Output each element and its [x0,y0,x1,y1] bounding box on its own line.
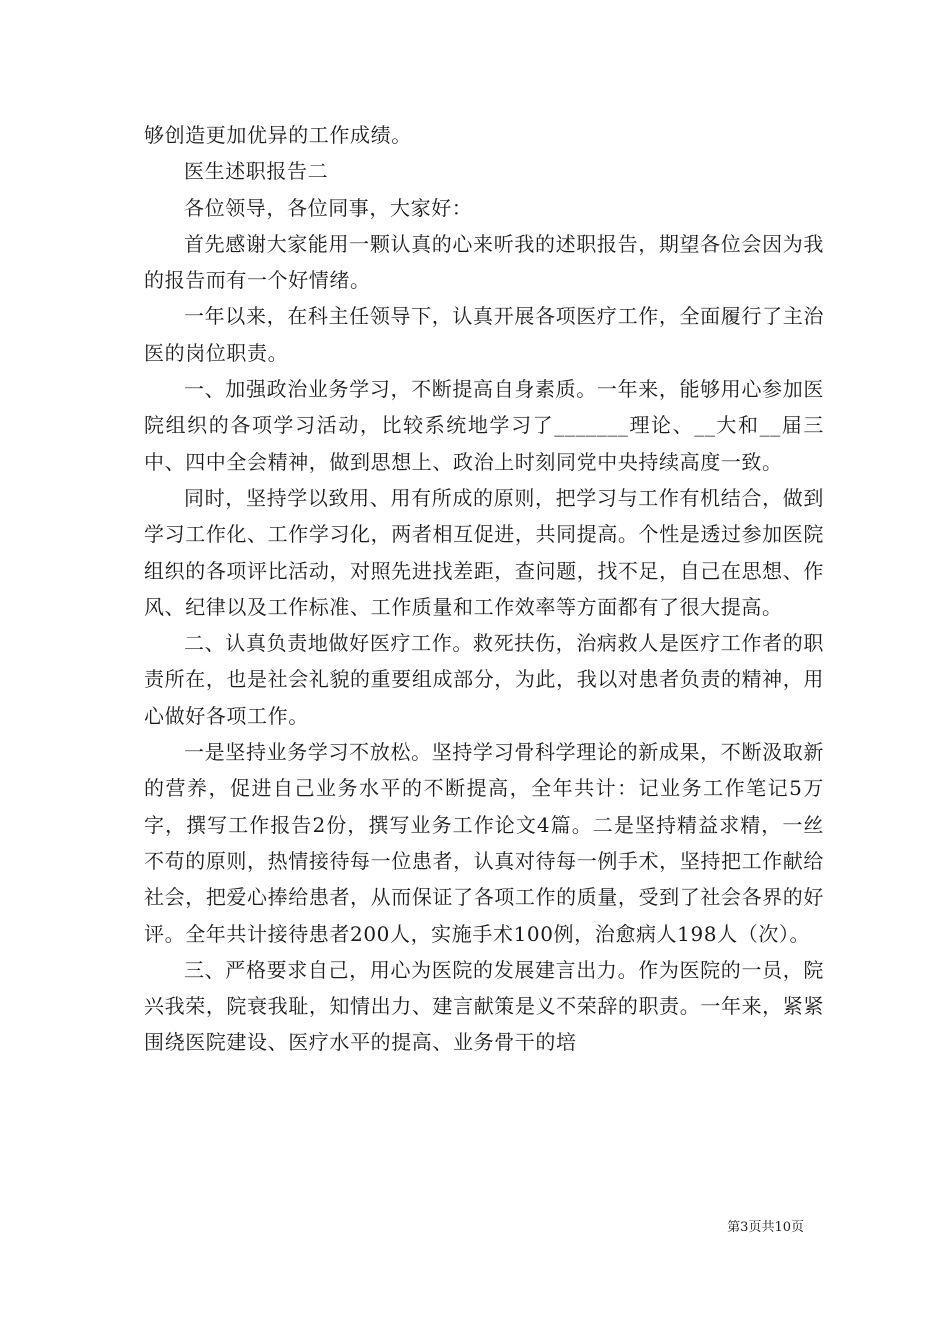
section-heading: 医生述职报告二 [184,159,329,184]
paragraph-5: 一年以来，在科主任领导下，认真开展各项医疗工作，全面履行了主治医的岗位职责。 [144,304,824,365]
greeting: 各位领导，各位同事，大家好： [184,195,473,220]
paragraph-4: 首先感谢大家能用一颗认真的心来听我的述职报告，期望各位会因为我的报告而有一个好情绪。 [144,231,824,293]
paragraph-7: 同时，坚持学以致用、用有所成的原则，把学习与工作有机结合，做到学习工作化、工作学习化，两者相互促进，共同提高。个性是透过参加医院组织的各项评比活动，对照先进找差距，查问题，找不足，自己在思想、作风、纪律以及工作标准、工作质量和工作效率等方面都有了很大提高。 [144,485,824,619]
paragraph-1: 够创造更加优异的工作成绩。 [144,123,412,147]
body-text [144,117,824,1061]
paragraph-6: 一、加强政治业务学习，不断提高自身素质。一年来，能够用心参加医院组织的各项学习活动，比较系统地学习了_______理论、__大和__届三中、四中全会精神，做到思想上、政治上时刻同党中央持续高度一致。 [144,377,824,474]
paragraph-9: 一是坚持业务学习不放松。坚持学习骨科学理论的新成果，不断汲取新的营养，促进自己业务水平的不断提高，全年共计：记业务工作笔记5万字，撰写工作报告2份，撰写业务工作论文4篇。二是坚持精益求精，一丝不苟的原则，热情接待每一位患者，认真对待每一例手术，坚持把工作献给社会，把爱心捧给患者，从而保证了各项工作的质量，受到了社会各界的好评。全年共计接待患者200人，实施手术100例，治愈病人198人（次）。 [144,740,824,946]
page-number: 第3页共10页 [727,1220,804,1235]
paragraph-10: 三、严格要求自己，用心为医院的发展建言出力。作为医院的一员，院兴我荣，院衰我耻，知情出力、建言献策是义不荣辞的职责。一年来，紧紧围绕医院建设、医疗水平的提高、业务骨干的培 [144,957,824,1055]
paragraph-8: 二、认真负责地做好医疗工作。救死扶伤，治病救人是医疗工作者的职责所在，也是社会礼貌的重要组成部分，为此，我以对患者负责的精神，用心做好各项工作。 [144,631,824,728]
